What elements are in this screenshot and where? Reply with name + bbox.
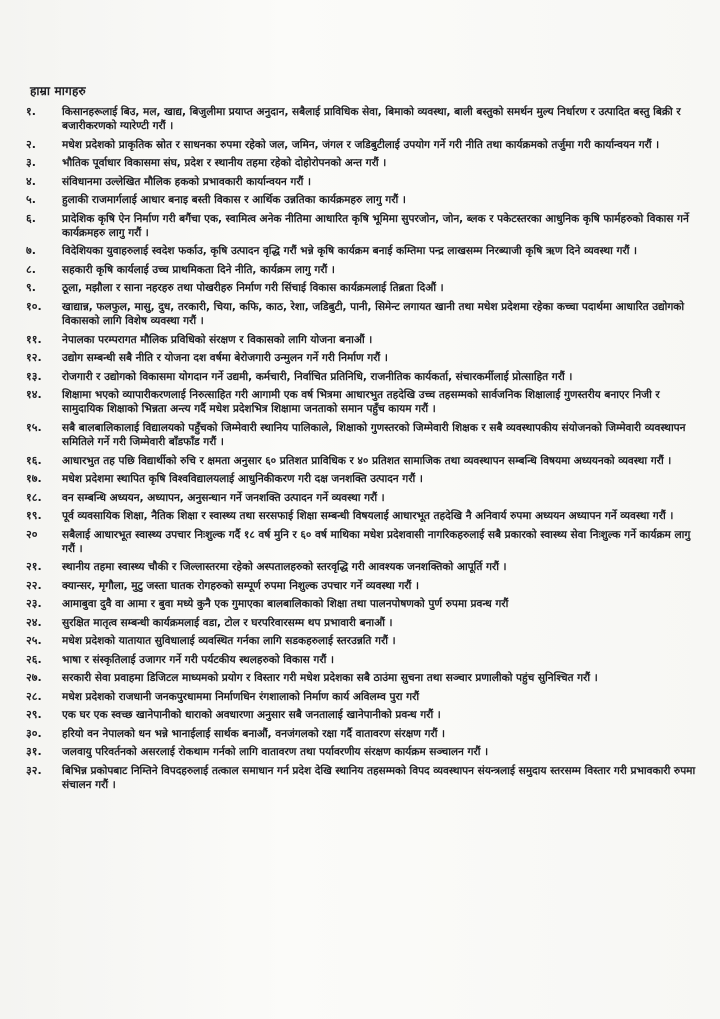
demand-text: हुलाकी राजमार्गलाई आधार बनाइ बस्ती विकास र आर्थिक उन्नतिका कार्यक्रमहरु लागु गरौं । — [62, 194, 406, 207]
demand-number: २२. — [26, 578, 42, 592]
demand-number: ३०. — [26, 726, 42, 740]
demand-item — [26, 616, 696, 630]
demand-item — [26, 528, 696, 556]
demand-number: १३. — [26, 369, 42, 383]
demand-number: ३१. — [26, 745, 42, 759]
demand-item — [26, 671, 696, 685]
demand-number: १५. — [26, 420, 42, 434]
demand-number: ९. — [26, 281, 36, 295]
demand-number: २६. — [26, 652, 42, 666]
demand-text: मधेश प्रदेशमा स्थापित कृषि विश्वविद्यालयलाई आधुनिकीकरण गरी दक्ष जनशक्ति उत्पादन गरौं । — [62, 473, 423, 486]
demand-item — [26, 708, 696, 722]
demand-item — [26, 579, 696, 593]
demand-number: १२. — [26, 351, 42, 365]
demand-item — [26, 727, 696, 741]
demand-number: २३. — [26, 597, 42, 611]
demand-text: एक घर एक स्वच्छ खानेपानीको धाराको अवधारणा अनुसार सबै जनतालाई खानेपानीको प्रवन्ध गरौं । — [62, 709, 441, 722]
demand-item — [26, 370, 696, 384]
demand-text: बिभिन्न प्रकोपबाट निम्तिने विपदहरुलाई तत्काल समाधान गर्न प्रदेश देखि स्थानिय तहसम्मको विपद व्यवस्थापन संयन्त्रलाई समुदाय स्तरसम्म विस्तार गरी प्रभावकारी रुपमा संचालन गरौं । — [62, 764, 696, 791]
demand-number: ३२. — [26, 763, 42, 777]
demand-item — [26, 509, 696, 523]
demand-item — [26, 745, 696, 759]
demand-text: मधेश प्रदेशको राजधानी जनकपुरधाममा निर्माणधिन रंगशालाको निर्माण कार्य अविलम्व पुरा गरौं — [62, 690, 420, 703]
demand-number: २८. — [26, 689, 42, 703]
demand-number: १७. — [26, 472, 42, 486]
demand-text: आमाबुवा दुवै वा आमा र बुवा मध्ये कुनै एक गुमाएका बालबालिकाको शिक्षा तथा पालनपोषणको पुर्ण रुपमा प्रवन्ध गरौं — [62, 598, 509, 611]
demand-number: २१. — [26, 560, 42, 574]
demand-item — [26, 138, 696, 152]
demand-item — [26, 263, 696, 277]
demand-text: किसानहरूलाई बिउ, मल, खाद्य, बिजुलीमा प्रयाप्त अनुदान, सबैलाई प्राविधिक सेवा, बिमाको व्यवस्था, बाली बस्तुको समर्थन मुल्य निर्धारण र उत्पादित बस्तु बिक्री र बजारीकरणको ग्यारेण्टी गरौं । — [62, 106, 681, 133]
demand-text: जलवायु परिवर्तनको असरलाई रोकथाम गर्नको लागि वातावरण तथा पर्यावरणीय संरक्षण कार्यक्रम सञ्चालन गरौं । — [62, 746, 489, 759]
demand-number: २. — [26, 137, 36, 151]
demand-number: २४. — [26, 615, 42, 629]
demand-text: खाद्यान्न, फलफुल, मासु, दुध, तरकारी, चिया, कफि, काठ, रेशा, जडिबुटी, पानी, सिमेन्ट लगायत खानी तथा मधेश प्रदेशमा रहेका कच्चा पदार्थमा आधारित उद्योगको विकासको लागि विशेष व्यवस्था गरौं । — [62, 300, 685, 328]
demand-number: १६. — [26, 453, 42, 467]
demand-number: १०. — [26, 299, 42, 313]
demand-text: नेपालका परम्परागत मौलिक प्रविधिको संरक्षण र विकासको लागि योजना बनाऔं । — [62, 333, 373, 346]
demand-text: वन सम्बन्धि अध्ययन, अध्यापन, अनुसन्धान गर्ने जनशक्ति उत्पादन गर्ने व्यवस्था गरौं । — [62, 491, 385, 504]
demand-text: शिक्षामा भएको व्यापारीकरणलाई निरुत्साहित गरी आगामी एक वर्ष भित्रमा आधारभुत तहदेखि उच्च तहसम्मको सार्वजनिक शिक्षालाई गुणस्तरीय बनाएर निजी र सामुदायिक शिक्षाको भिन्नता अन्त्य गर्दै मधेश प्रदेशभित्र शिक्षामा जनताको समान पहुँच कायम गरौं । — [62, 389, 660, 416]
demand-number: १४. — [26, 388, 42, 402]
demand-text: संविधानमा उल्लेखित मौलिक हकको प्रभावकारी कार्यान्वयन गरौं । — [62, 175, 311, 188]
demand-item — [26, 690, 696, 704]
demand-item — [26, 105, 696, 133]
demand-number: २७. — [26, 671, 42, 685]
demand-text: रोजगारी र उद्योगको विकासमा योगदान गर्ने उद्यमी, कर्मचारी, निर्वाचित प्रतिनिधि, राजनीतिक कार्यकर्ता, संचारकर्मीलाई प्रोत्साहित गरौं । — [62, 370, 573, 383]
demand-number: १८. — [26, 490, 42, 504]
demand-item — [26, 491, 696, 505]
demand-list — [26, 105, 696, 792]
demand-item — [26, 388, 696, 416]
demand-number: ६. — [26, 211, 36, 225]
demand-text: सबै बालबालिकालाई विद्यालयको पहुँचको जिम्मेवारी स्थानिय पालिकाले, शिक्षाको गुणस्तरको जिम्मेवारी शिक्षक र सबै व्यवस्थापकीय संयोजनको जिम्मेवारी व्यवस्थापन समितिले गर्ने गरी जिम्मेवारी बाँडफाँड गरौं । — [62, 421, 686, 449]
demand-item — [26, 653, 696, 667]
demand-item — [26, 193, 696, 207]
demand-text: सहकारी कृषि कार्यलाई उच्च प्राथमिकता दिने नीति, कार्यक्रम लागु गरौं । — [62, 263, 335, 276]
demand-item — [26, 560, 696, 574]
demand-item — [26, 634, 696, 648]
demand-number: ८. — [26, 262, 36, 276]
demand-number: ३. — [26, 156, 36, 170]
demand-text: हरियो वन नेपालको धन भन्ने भानाईलाई सार्थक बनाऔं, वनजंगलको रक्षा गर्दै वातावरण संरक्षण गरौं । — [62, 727, 446, 740]
demand-item — [26, 212, 696, 240]
demand-item — [26, 454, 696, 468]
demand-item — [26, 156, 696, 170]
demand-text: सुरक्षित मातृत्व सम्बन्धी कार्यक्रमलाई वडा, टोल र घरपरिवारसम्म थप प्रभावारी बनाऔं । — [62, 616, 393, 629]
demand-text: विदेशियका युवाहरुलाई स्वदेश फर्काउ, कृषि उत्पादन वृद्धि गरौं भन्ने कृषि कार्यक्रम बनाई कम्तिमा पन्द्र लाखसम्म निरब्याजी कृषि ऋण दिने व्यवस्था गरौं । — [62, 245, 638, 258]
demand-text: ठूला, मझौला र साना नहरहरु तथा पोखरीहरु निर्माण गरी सिंचाई विकास कार्यक्रमलाई तिब्रता दिऔं । — [62, 282, 444, 295]
demand-text: मधेश प्रदेशको यातायात सुविधालाई व्यवस्थित गर्नका लागि सडकहरुलाई स्तरउन्नति गरौं । — [62, 635, 396, 648]
demand-number: ५. — [26, 193, 36, 207]
demand-number: १. — [26, 105, 36, 118]
demand-text: मधेश प्रदेशको प्राकृतिक स्रोत र साधनका रुपमा रहेको जल, जमिन, जंगल र जडिबुटीलाई उपयोग गर्ने गरी नीति तथा कार्यक्रमको तर्जुमा गरी कार्यान्वयन गरौं । — [62, 138, 660, 151]
demand-item — [26, 333, 696, 347]
demand-item — [26, 300, 696, 328]
demand-number: ११. — [26, 332, 42, 346]
demand-text: पूर्व व्यवसायिक शिक्षा, नैतिक शिक्षा र स्वास्थ्य तथा सरसफाई शिक्षा सम्बन्धी विषयलाई आधारभूत तहदेखि नै अनिवार्य रुपमा अध्ययन अध्यापन गर्ने व्यवस्था गरौं । — [62, 510, 674, 523]
demand-item — [26, 244, 696, 258]
demand-text: सबैलाई आधारभूत स्वास्थ्य उपचार निःशुल्क गर्दै १८ वर्ष मुनि र ६० वर्ष माथिका मधेश प्रदेशवासी नागरिकहरुलाई सबै प्रकारको स्वास्थ्य सेवा निःशुल्क गर्ने कार्यक्रम लागु गरौं । — [62, 528, 691, 555]
demand-text: प्रादेशिक कृषि ऐन निर्माण गरी बगैंचा एक, स्वामित्व अनेक नीतिमा आधारित कृषि भूमिमा सुपरजोन, जोन, ब्लक र पकेटस्तरका आधुनिक कृषि फार्महरुको विकास गर्ने कार्यक्रमहरु लागु गरौं । — [62, 212, 689, 239]
demand-number: २९. — [26, 708, 42, 722]
demand-number: २५. — [26, 634, 42, 648]
demand-text: भाषा र संस्कृतिलाई उजागर गर्ने गरी पर्यटकीय स्थलहरुको विकास गरौं । — [62, 653, 334, 666]
demand-item — [26, 472, 696, 486]
demand-text: स्थानीय तहमा स्वास्थ्य चौकी र जिल्लास्तरमा रहेको अस्पतालहरुको स्तरवृद्धि गरी आवश्यक जनशक्तिको आपूर्ति गरौं । — [62, 561, 507, 574]
demand-item — [26, 281, 696, 295]
demand-text: उद्योग सम्बन्धी सबै नीति र योजना दश वर्षमा बेरोजगारी उन्मुलन गर्ने गरी निर्माण गरौं । — [62, 352, 388, 365]
demand-item — [26, 597, 696, 611]
document-heading: हाम्रा मागहरु — [30, 84, 86, 98]
demand-item — [26, 175, 696, 189]
demand-item — [26, 764, 696, 792]
demand-text: सरकारी सेवा प्रवाहमा डिजिटल माध्यमको प्रयोग र विस्तार गरी मधेश प्रदेशका सबै ठाउंमा सुचना तथा सञ्चार प्रणालीको पहुंच सुनिश्चित गरौं । — [62, 672, 598, 685]
demand-item — [26, 351, 696, 365]
demand-number: ४. — [26, 174, 36, 188]
demand-number: १९. — [26, 509, 42, 523]
demand-number: ७. — [26, 244, 36, 258]
demand-text: आधारभुत तह पछि विद्यार्थीको रुचि र क्षमता अनुसार ६० प्रतिशत प्राविधिक र ४० प्रतिशत सामाजिक तथा व्यवस्थापन सम्बन्धि विषयमा अध्ययनको व्यवस्था गरौं । — [62, 454, 672, 467]
demand-item — [26, 421, 696, 449]
demand-text: भौतिक पूर्वाधार विकासमा संघ, प्रदेश र स्थानीय तहमा रहेको दोहोरोपनको अन्त गरौं । — [62, 157, 387, 170]
demand-number: २० — [26, 527, 38, 541]
demand-text: क्यान्सर, मृगौला, मुटु जस्ता घातक रोगहरुको सम्पूर्ण रुपमा निशुल्क उपचार गर्ने व्यवस्था गरौं । — [62, 579, 419, 592]
